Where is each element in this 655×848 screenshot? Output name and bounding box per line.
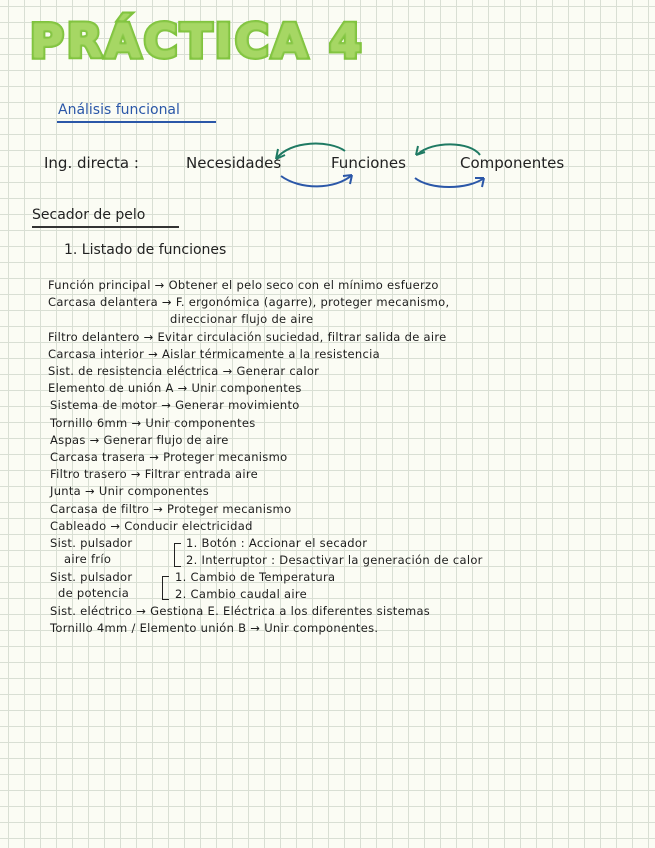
function-line: Carcasa trasera → Proteger mecanismo [50, 450, 288, 464]
function-line: Tornillo 4mm / Elemento unión B → Unir componentes. [50, 621, 379, 635]
pulsador-potencia-label-2: de potencia [58, 586, 130, 600]
pulsador-potencia-option-1: 1. Cambio de Temperatura [175, 570, 336, 584]
function-line: Filtro trasero → Filtrar entrada aire [50, 467, 259, 481]
function-line: Carcasa delantera → F. ergonómica (agarre), proteger mecanismo, [48, 295, 450, 309]
function-line: Carcasa interior → Aislar térmicamente a la resistencia [48, 347, 380, 361]
function-line: Sist. de resistencia eléctrica → Generar calor [48, 364, 320, 378]
function-line: Sistema de motor → Generar movimiento [50, 398, 300, 412]
pulsador-frio-option-2: 2. Interruptor : Desactivar la generación de calor [186, 553, 483, 567]
function-line: Elemento de unión A → Unir componentes [48, 381, 302, 395]
section-title: Secador de pelo [32, 207, 146, 223]
function-line: Carcasa de filtro → Proteger mecanismo [50, 502, 292, 516]
green-arrow-left [276, 144, 345, 159]
blue-arrow-left [281, 175, 352, 186]
function-line: Junta → Unir componentes [50, 484, 210, 498]
ing-item-componentes: Componentes [460, 154, 565, 172]
function-line: Cableado → Conducir electricidad [50, 519, 253, 533]
green-arrow-right [418, 144, 480, 155]
blue-arrow-right [415, 178, 484, 187]
subtitle: Análisis funcional [58, 102, 180, 118]
function-line: direccionar flujo de aire [170, 312, 314, 326]
pulsador-frio-label-1: Sist. pulsador [50, 536, 133, 550]
pulsador-frio-bracket [174, 543, 181, 567]
list-heading: 1. Listado de funciones [64, 242, 227, 258]
function-line: Filtro delantero → Evitar circulación suciedad, filtrar salida de aire [48, 330, 447, 344]
pulsador-potencia-option-2: 2. Cambio caudal aire [175, 587, 308, 601]
ing-item-necesidades: Necesidades [186, 154, 282, 172]
function-line: Tornillo 6mm → Unir componentes [50, 416, 256, 430]
pulsador-frio-label-2: aire frío [64, 552, 112, 566]
section-underline [32, 226, 179, 228]
ing-directa-label: Ing. directa : [44, 154, 139, 172]
function-line: Aspas → Generar flujo de aire [50, 433, 229, 447]
pulsador-frio-option-1: 1. Botón : Accionar el secador [186, 536, 368, 550]
function-line: Sist. eléctrico → Gestiona E. Eléctrica a los diferentes sistemas [50, 604, 431, 618]
function-line: Función principal → Obtener el pelo seco con el mínimo esfuerzo [48, 278, 439, 292]
page-title: PRÁCTICA 4 [30, 14, 365, 68]
ing-item-funciones: Funciones [331, 154, 406, 172]
pulsador-potencia-bracket [162, 576, 169, 600]
pulsador-potencia-label-1: Sist. pulsador [50, 570, 133, 584]
